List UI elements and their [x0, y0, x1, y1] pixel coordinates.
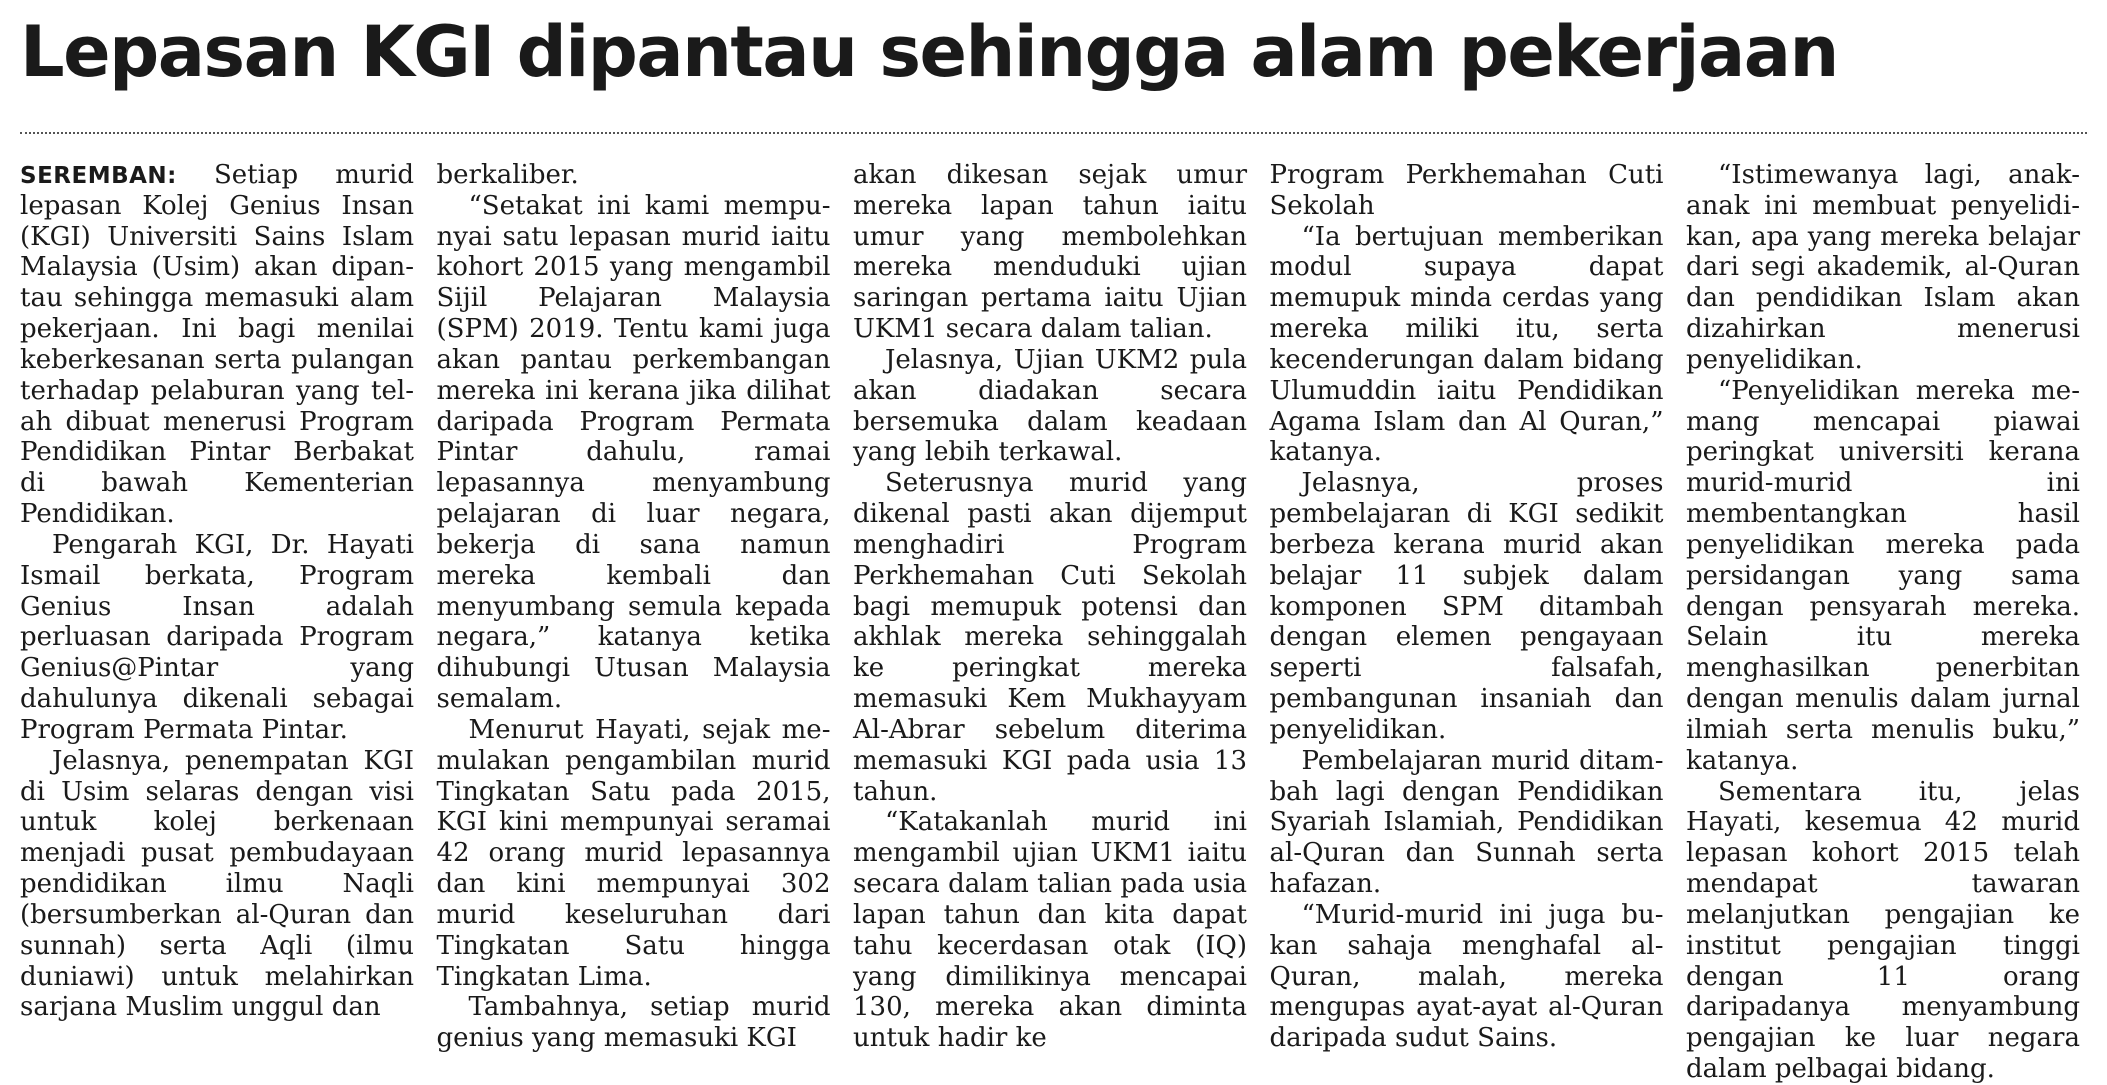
paragraph [437, 191, 831, 715]
article-body [20, 160, 2080, 1085]
article-column-4 [1269, 160, 1664, 1054]
paragraph [853, 807, 1247, 1054]
paragraph-text: “Murid-murid ini juga bukan sahaja menghafal al-Quran, malah, mereka mengupas ayat-ayat al-Quran daripada sudut Sains. [1269, 899, 1664, 1054]
paragraph [1270, 222, 1664, 469]
paragraph-text: Program Perkhemahan Cuti Sekolah [1269, 160, 1664, 221]
paragraph [1270, 160, 1664, 222]
paragraph [853, 160, 1247, 345]
article-column-5 [1686, 160, 2080, 1085]
paragraph [853, 468, 1247, 807]
paragraph-text: Menurut Hayati, sejak memulakan pengambilan murid Tingkatan Satu pada 2015, KGI kini mempunyai seramai 42 orang murid lepasannya dan kini mempunyai 302 murid keseluruhan dari Tingkatan Satu hingga Tingkatan Lima. [436, 714, 831, 992]
paragraph-text: Seterusnya murid yang dikenal pasti akan dijemput menghadiri Program Perkhemahan Cuti Sekolah bagi memupuk potensi dan akhlak mereka sehinggalah ke peringkat mereka memasuki Kem Mukhayyam Al-Abrar sebelum diterima memasuki KGI pada usia 13 tahun. [853, 468, 1247, 807]
paragraph [20, 160, 414, 530]
paragraph-text: Jelasnya, Ujian UKM2 pula akan diadakan secara bersemuka dalam keadaan yang lebih terkawal. [853, 344, 1247, 468]
paragraph [437, 160, 831, 191]
paragraph [437, 715, 831, 992]
paragraph-text: Pembelajaran murid ditambah lagi dengan Pendidikan Syariah Islamiah, Pendidikan al-Quran dan Sunnah serta hafazan. [1269, 745, 1664, 900]
paragraph [437, 992, 831, 1054]
paragraph-text: Tambahnya, setiap murid genius yang memasuki KGI [436, 992, 831, 1054]
paragraph-text: akan dikesan sejak umur mereka lapan tahun iaitu umur yang membolehkan mereka menduduki ujian saringan pertama iaitu Ujian UKM1 secara dalam talian. [853, 160, 1247, 345]
paragraph-text: Setiap murid lepasan Kolej Genius Insan (KGI) Universiti Sains Islam Malaysia (Usim) akan dipantau sehingga memasuki alam pekerjaan. Ini bagi menilai keberkesanan serta pulangan terhadap pelaburan yang telah dibuat menerusi Program Pendidikan Pintar Berbakat di bawah Kementerian Pendidikan. [20, 160, 414, 530]
headline: Lepasan KGI dipantau sehingga alam pekerjaan [20, 11, 1838, 93]
paragraph [853, 345, 1247, 468]
paragraph [1686, 160, 2080, 376]
paragraph [20, 746, 414, 1023]
paragraph [1270, 468, 1664, 745]
paragraph-text: Jelasnya, penempatan KGI di Usim selaras dengan visi untuk kolej berkenaan menjadi pusat pembudayaan pendidikan ilmu Naqli (bersumberkan al-Quran dan sunnah) serta Aqli (ilmu duniawi) untuk melahirkan sarjana Muslim unggul dan [20, 745, 414, 1023]
paragraph-text: “Ia bertujuan memberikan modul supaya dapat memupuk minda cerdas yang mereka miliki itu, serta kecenderungan dalam bidang Ulumuddin iaitu Pendidikan Agama Islam dan Al Quran,” katanya. [1269, 221, 1664, 468]
paragraph [1686, 777, 2080, 1085]
article-column-1 [20, 160, 414, 1023]
paragraph [1686, 376, 2080, 777]
paragraph-text: Sementara itu, jelas Hayati, kesemua 42 murid lepasan kohort 2015 telah mendapat tawaran melanjutkan pengajian ke institut pengajian tinggi dengan 11 orang daripadanya menyambung pengajian ke luar negara dalam pelbagai bidang. [1686, 776, 2080, 1085]
headline-divider [20, 132, 2087, 134]
paragraph-text: Jelasnya, proses pembelajaran di KGI sedikit berbeza kerana murid akan belajar 11 subjek dalam komponen SPM ditambah dengan elemen pengayaan seperti falsafah, pembangunan insaniah dan penyelidikan. [1269, 468, 1664, 745]
paragraph-text: “Istimewanya lagi, anak-anak ini membuat penyelidikan, apa yang mereka belajar dari segi akademik, al-Quran dan pendidikan Islam akan dizahirkan menerusi penyelidikan. [1686, 160, 2080, 375]
article-column-2 [436, 160, 831, 1054]
paragraph [1270, 900, 1664, 1054]
paragraph-text: “Setakat ini kami mempunyai satu lepasan murid iaitu kohort 2015 yang mengambil Sijil Pelajaran Malaysia (SPM) 2019. Tentu kami juga akan pantau perkembangan mereka ini kerana jika dilihat daripada Program Permata Pintar dahulu, ramai lepasannya menyambung pelajaran di luar negara, bekerja di sana namun mereka kembali dan menyumbang semula kepada negara,” katanya ketika dihubungi Utusan Malaysia semalam. [436, 190, 831, 715]
article-column-3 [853, 160, 1247, 1054]
paragraph [1270, 746, 1664, 900]
dateline: SEREMBAN: [20, 163, 177, 189]
paragraph-text: “Katakanlah murid ini mengambil ujian UKM1 iaitu secara dalam talian pada usia lapan tahun dan kita dapat tahu kecerdasan otak (IQ) yang dimilikinya mencapai 130, mereka akan diminta untuk hadir ke [853, 807, 1247, 1054]
paragraph-text: Pengarah KGI, Dr. Hayati Ismail berkata, Program Genius Insan adalah perluasan daripada Program Genius@Pintar yang dahulunya dikenali sebagai Program Permata Pintar. [20, 529, 414, 745]
paragraph-text: “Penyelidikan mereka memang mencapai piawai peringkat universiti kerana murid-murid ini membentangkan hasil penyelidikan mereka pada persidangan yang sama dengan pensyarah mereka. Selain itu mereka menghasilkan penerbitan dengan menulis dalam jurnal ilmiah serta menulis buku,” katanya. [1686, 375, 2080, 776]
paragraph [20, 530, 414, 746]
paragraph-text: berkaliber. [436, 160, 579, 190]
